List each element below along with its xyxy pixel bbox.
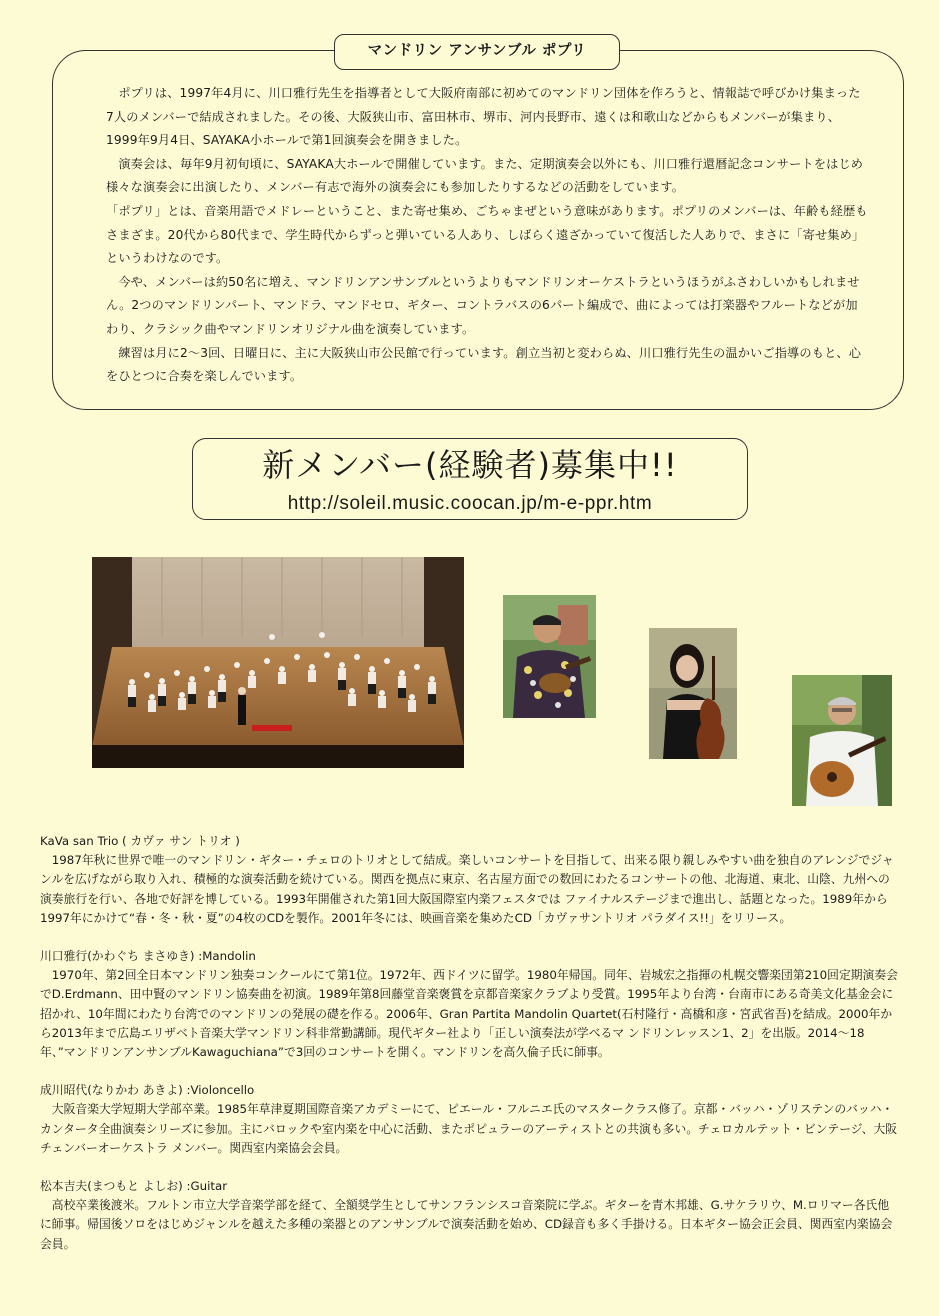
intro-paragraph: 演奏会は、毎年9月初旬頃に、SAYAKA大ホールで開催しています。また、定期演奏会以外にも、川口雅行還暦記念コンサートをはじめ様々な演奏会に出演したり、メンバー有志で海外の演奏会にも参加したりするなどの活動をしています。 bbox=[106, 156, 864, 195]
profile-body: 1987年秋に世界で唯一のマンドリン・ギター・チェロのトリオとして結成。楽しいコンサートを目指して、出来る限り親しみやすい曲を独自のアレンジでジャンルを広げながら取り入れ、積極的な演奏活動を続けている。関西を拠点に東京、名古屋方面での数回にわたるコンサートの他、北海道、東北、山陰、九州への演奏旅行を行い、各地で好評を博している。1993年開催された第1回大阪国際室内楽フェスタでは ファイナルステージまで進出し、話題となった。1989年から1997年にかけて“春・冬・秋・夏”の4枚のCDを製作。2001年冬には、映画音楽を集めたCD「カヴァサントリオ パラダイス!!」をリリース。 bbox=[40, 853, 894, 925]
profile-narikawa bbox=[40, 1081, 900, 1158]
profile-name: KaVa san Trio ( カヴァ サン トリオ ) bbox=[40, 834, 240, 848]
cellist-photo bbox=[649, 628, 737, 759]
profile-kawaguchi bbox=[40, 947, 900, 1062]
profile-name: 松本吉夫(まつもと よしお) :Guitar bbox=[40, 1179, 228, 1194]
profile-body: 1970年、第2回全日本マンドリン独奏コンクールにて第1位。1972年、西ドイツに留学。1980年帰国。同年、岩城宏之指揮の札幌交響楽団第210回定期演奏会でD.Erdmann、田中賢のマンドリン協奏曲を初演。1989年第8回藤堂音楽褒賞を京都音楽家クラブより受賞。1995年より台湾・台南市にある奇美文化基金会に招かれ、10年間にわたり台湾でのマンドリンの発展の礎を作る。2006年、Gran Partita Mandolin Quartet(石村隆行・高橋和彦・宮武省吾)を結成。2000年から2013年まで広島エリザベト音楽大学マンドリン科非常勤講師。現代ギター社より「正しい演奏法が学べるマ ンドリンレッスン1、2」を出版。2014～18年、”マンドリンアンサンブルKawaguchiana”で3回のコンサートを開く。マンドリンを高久倫子氏に師事。 bbox=[40, 968, 898, 1060]
intro-paragraph: 練習は月に2～3回、日曜日に、主に大阪狭山市公民館で行っています。創立当初と変わらぬ、川口雅行先生の温かいご指導のもと、心をひとつに合奏を楽しんでいます。 bbox=[106, 345, 862, 384]
recruit-box bbox=[192, 438, 748, 520]
recruit-url-link[interactable]: http://soleil.music.coocan.jp/m-e-ppr.htm bbox=[287, 493, 653, 514]
profile-name: 成川昭代(なりかわ あきよ) :Violoncello bbox=[40, 1083, 255, 1098]
intro-text bbox=[106, 82, 868, 389]
intro-paragraph: 今や、メンバーは約50名に増え、マンドリンアンサンブルというよりもマンドリンオーケストラというほうがふさわしいかもしれません。2つのマンドリンパート、マンドラ、マンドセロ、ギター、コントラバスの6パート編成で、曲によっては打楽器やフルートなどが加わり、クラシック曲やマンドリンオリジナル曲を演奏しています。 bbox=[106, 274, 860, 336]
intro-title: マンドリン アンサンブル ポプリ bbox=[334, 34, 620, 70]
profile-body: 大阪音楽大学短期大学部卒業。1985年草津夏期国際音楽アカデミーにて、ピエール・フルニエ氏のマスタークラス修了。京都・バッハ・ゾリステンのバッハ・カンタータ全曲演奏シリーズに参加。主にバロックや室内楽を中心に活動、またポピュラーのアーティストとの共演も多い。チェロカルテット・ビンテージ、大阪チェンバーオーケストラ メンバー。関西室内楽協会会員。 bbox=[40, 1102, 898, 1155]
intro-paragraph: 「ポプリ」とは、音楽用語でメドレーということ、また寄せ集め、ごちゃまぜという意味があります。ポプリのメンバーは、年齢も経歴もさまざま。20代から80代まで、学生時代からずっと弾いている人あり、しばらく遠ざかっていて復活した人ありで、まさに「寄せ集め」というわけなのです。 bbox=[106, 203, 868, 266]
profile-kava-san-trio bbox=[40, 832, 900, 928]
orchestra-photo bbox=[92, 557, 464, 768]
mandolin-player-photo bbox=[503, 595, 596, 718]
recruit-heading: 新メンバー(経験者)募集中!! bbox=[262, 446, 678, 484]
profiles-section bbox=[40, 832, 900, 1273]
guitarist-photo bbox=[792, 675, 892, 806]
profile-name: 川口雅行(かわぐち まさゆき) :Mandolin bbox=[40, 949, 256, 964]
intro-paragraph: ポプリは、1997年4月に、川口雅行先生を指導者として大阪府南部に初めてのマンドリン団体を作ろうと、情報誌で呼びかけ集まった7人のメンバーで結成されました。その後、大阪狭山市、富田林市、堺市、河内長野市、遠くは和歌山などからもメンバーが集まり、1999年9月4日、SAYAKA小ホールで第1回演奏会を開きました。 bbox=[106, 86, 861, 148]
profile-matsumoto bbox=[40, 1177, 900, 1254]
profile-body: 高校卒業後渡米。フルトン市立大学音楽学部を経て、全額奨学生としてサンフランシスコ音楽院に学ぶ。ギターを青木邦雄、G.サケラリウ、M.ロリマー各氏他に師事。帰国後ソロをはじめジャンルを越えた多種の楽器とのアンサンブルで演奏活動を始め、CD録音も多く手掛ける。日本ギター協会正会員、関西室内楽協会会員。 bbox=[40, 1198, 893, 1251]
